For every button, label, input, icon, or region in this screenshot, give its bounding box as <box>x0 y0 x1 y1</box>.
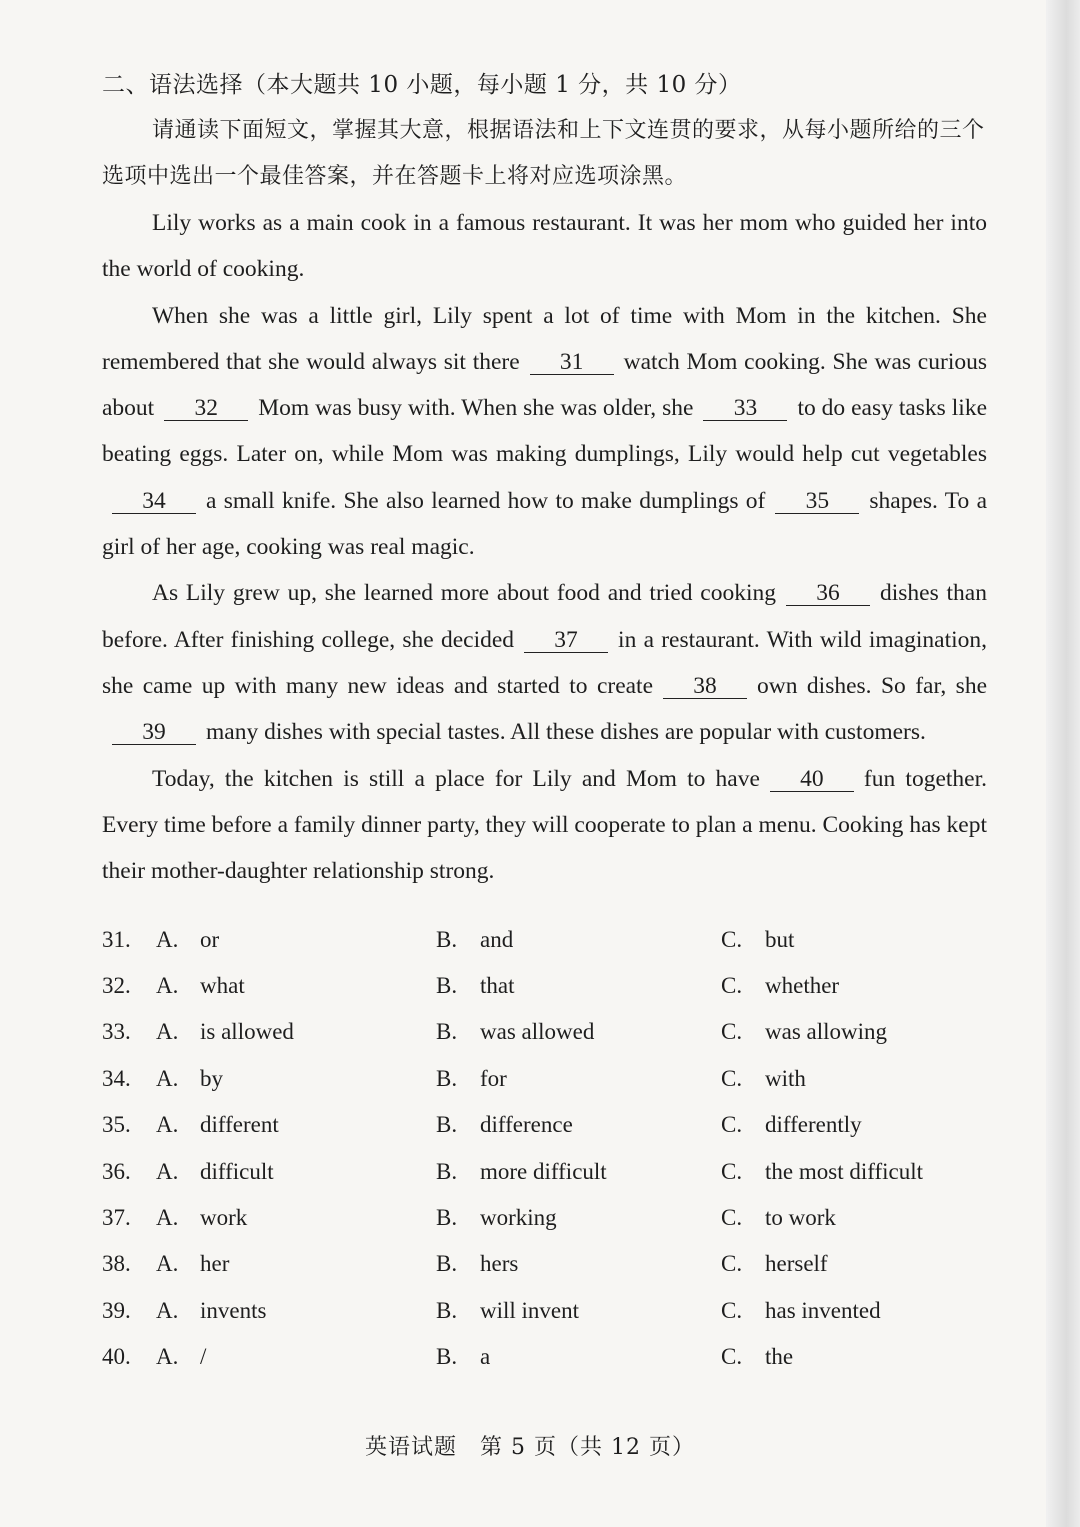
option-letter: A. <box>156 926 179 952</box>
option-text: difficult <box>200 1158 274 1184</box>
option-text: with <box>765 1065 806 1091</box>
text: many dishes with special tastes. All these dishes are popular with customers. <box>206 719 926 746</box>
text: fun together. Every time before a family dinner party, they will cooperate to plan a menu. Cooking has kept their mother-daughter relationship strong. <box>102 765 987 885</box>
question-number: 34. <box>102 1065 131 1091</box>
page-footer: 英语试题 第 5 页（共 12 页） <box>365 1435 695 1460</box>
blank-31: 31 <box>530 350 614 375</box>
option-b <box>436 927 721 953</box>
option-b <box>436 1251 721 1277</box>
option-letter: A. <box>156 1251 179 1277</box>
option-row <box>102 1148 987 1194</box>
option-letter: B. <box>436 1112 458 1138</box>
option-letter: C. <box>721 926 743 952</box>
blank-38: 38 <box>663 674 747 699</box>
question-number: 37. <box>102 1204 131 1230</box>
option-text: differently <box>765 1112 862 1138</box>
question-number: 39. <box>102 1297 131 1323</box>
option-text: is allowed <box>200 1019 294 1045</box>
option-letter: C. <box>721 1297 743 1323</box>
option-letter: A. <box>156 1112 179 1138</box>
blank-34: 34 <box>112 489 196 514</box>
option-letter: C. <box>721 1344 743 1370</box>
option-text: working <box>480 1204 557 1230</box>
option-letter: C. <box>721 1112 743 1138</box>
text: own dishes. So far, she <box>757 672 987 699</box>
blank-33: 33 <box>703 396 787 421</box>
paragraph-1: Lily works as a main cook in a famous restaurant. It was her mom who guided her into the world of cooking. <box>102 210 987 283</box>
question-number: 31. <box>102 926 131 952</box>
option-letter: C. <box>721 1204 743 1230</box>
option-letter: C. <box>721 1065 743 1091</box>
option-b <box>436 1159 721 1185</box>
option-row <box>102 1056 987 1102</box>
option-row <box>102 1288 987 1334</box>
option-letter: B. <box>436 1019 458 1045</box>
exam-page <box>102 62 987 1380</box>
question-number: 40. <box>102 1344 131 1370</box>
option-text: for <box>480 1065 507 1091</box>
option-text: the most difficult <box>765 1158 924 1184</box>
option-letter: B. <box>436 1251 458 1277</box>
text: When she was a little girl, Lily spent a lot of time with Mom in the kitchen. She remembered that she would always sit there <box>102 302 987 375</box>
option-letter: C. <box>721 1158 743 1184</box>
paragraph-3 <box>102 570 987 755</box>
option-a <box>156 1159 436 1185</box>
option-b <box>436 973 721 999</box>
option-c <box>721 1344 987 1370</box>
option-b <box>436 1205 721 1231</box>
option-letter: A. <box>156 973 179 999</box>
option-text: whether <box>765 973 840 999</box>
paragraph-2 <box>102 293 987 571</box>
option-text: that <box>480 973 515 999</box>
question-number: 33. <box>102 1019 131 1045</box>
text: watch Mom cooking. She was curious about <box>102 348 987 422</box>
option-text: what <box>200 973 245 999</box>
option-c <box>721 1298 987 1324</box>
option-b <box>436 1112 721 1138</box>
option-c <box>721 1019 987 1045</box>
option-text: hers <box>480 1251 519 1277</box>
option-letter: A. <box>156 1204 179 1230</box>
option-text: her <box>200 1251 230 1277</box>
section-title: 二、语法选择（本大题共 10 小题，每小题 1 分，共 10 分） <box>102 72 742 98</box>
option-b <box>436 1344 721 1370</box>
option-b <box>436 1019 721 1045</box>
option-a <box>156 1344 436 1370</box>
option-text: will invent <box>480 1297 580 1323</box>
option-letter: C. <box>721 1019 743 1045</box>
option-text: work <box>200 1204 248 1230</box>
option-c <box>721 1205 987 1231</box>
option-text: was allowed <box>480 1019 595 1045</box>
option-text: difference <box>480 1112 573 1138</box>
option-letter: B. <box>436 926 458 952</box>
option-text: the <box>765 1344 794 1370</box>
option-letter: A. <box>156 1297 179 1323</box>
section-instructions: 请通读下面短文，掌握其大意，根据语法和上下文连贯的要求，从每小题所给的三个选项中选出一个最佳答案，并在答题卡上将对应选项涂黑。 <box>102 118 985 189</box>
option-letter: B. <box>436 973 458 999</box>
option-c <box>721 927 987 953</box>
blank-40: 40 <box>770 767 854 792</box>
option-text: more difficult <box>480 1158 607 1184</box>
option-text: has invented <box>765 1297 881 1323</box>
option-row <box>102 1195 987 1241</box>
text: in a restaurant. With wild imagination, she came up with many new ideas and started to create <box>102 626 987 699</box>
option-letter: B. <box>436 1065 458 1091</box>
option-letter: B. <box>436 1344 458 1370</box>
blank-36: 36 <box>786 581 870 606</box>
option-a <box>156 927 436 953</box>
option-row <box>102 1102 987 1148</box>
option-letter: A. <box>156 1158 179 1184</box>
text: Mom was busy with. When she was older, she <box>258 395 694 422</box>
option-letter: B. <box>436 1297 458 1323</box>
option-text: or <box>200 926 220 952</box>
option-letter: A. <box>156 1019 179 1045</box>
option-row <box>102 1241 987 1287</box>
option-a <box>156 1298 436 1324</box>
option-row <box>102 1009 987 1055</box>
text: As Lily grew up, she learned more about food and tried cooking <box>152 580 776 607</box>
text: Today, the kitchen is still a place for Lily and Mom to have <box>152 765 760 792</box>
question-number: 32. <box>102 973 131 999</box>
option-c <box>721 1066 987 1092</box>
option-text: was allowing <box>765 1019 888 1045</box>
option-text: but <box>765 926 795 952</box>
blank-39: 39 <box>112 720 196 745</box>
question-number: 36. <box>102 1158 131 1184</box>
option-c <box>721 1112 987 1138</box>
option-row <box>102 963 987 1009</box>
option-row <box>102 916 987 962</box>
text: to do easy tasks like beating eggs. Later on, while Mom was making dumplings, Lily would help cut vegetables <box>102 395 988 468</box>
scan-edge-shadow <box>1046 0 1080 1527</box>
option-b <box>436 1066 721 1092</box>
option-text: by <box>200 1065 223 1091</box>
option-b <box>436 1298 721 1324</box>
text: shapes. To a girl of her age, cooking was real magic. <box>102 487 988 561</box>
option-text: and <box>480 926 514 952</box>
option-a <box>156 1205 436 1231</box>
option-c <box>721 973 987 999</box>
blank-37: 37 <box>524 628 608 653</box>
blank-35: 35 <box>775 489 859 514</box>
answer-options <box>102 916 987 1380</box>
text: a small knife. She also learned how to make dumplings of <box>206 487 766 514</box>
option-text: to work <box>765 1204 836 1230</box>
option-text: a <box>480 1344 491 1370</box>
option-a <box>156 1251 436 1277</box>
option-a <box>156 1019 436 1045</box>
option-c <box>721 1159 987 1185</box>
option-text: / <box>200 1344 207 1370</box>
option-row <box>102 1334 987 1380</box>
question-number: 35. <box>102 1112 131 1138</box>
option-text: different <box>200 1112 279 1138</box>
text: dishes than before. After finishing college, she decided <box>102 580 987 653</box>
option-letter: A. <box>156 1344 179 1370</box>
passage <box>102 200 987 894</box>
option-text: herself <box>765 1251 828 1277</box>
option-a <box>156 1112 436 1138</box>
option-letter: C. <box>721 1251 743 1277</box>
option-letter: B. <box>436 1204 458 1230</box>
blank-32: 32 <box>164 396 248 421</box>
option-letter: B. <box>436 1158 458 1184</box>
paragraph-4 <box>102 756 987 895</box>
option-letter: A. <box>156 1065 179 1091</box>
option-a <box>156 1066 436 1092</box>
option-a <box>156 973 436 999</box>
option-c <box>721 1251 987 1277</box>
option-letter: C. <box>721 973 743 999</box>
question-number: 38. <box>102 1251 131 1277</box>
option-text: invents <box>200 1297 267 1323</box>
